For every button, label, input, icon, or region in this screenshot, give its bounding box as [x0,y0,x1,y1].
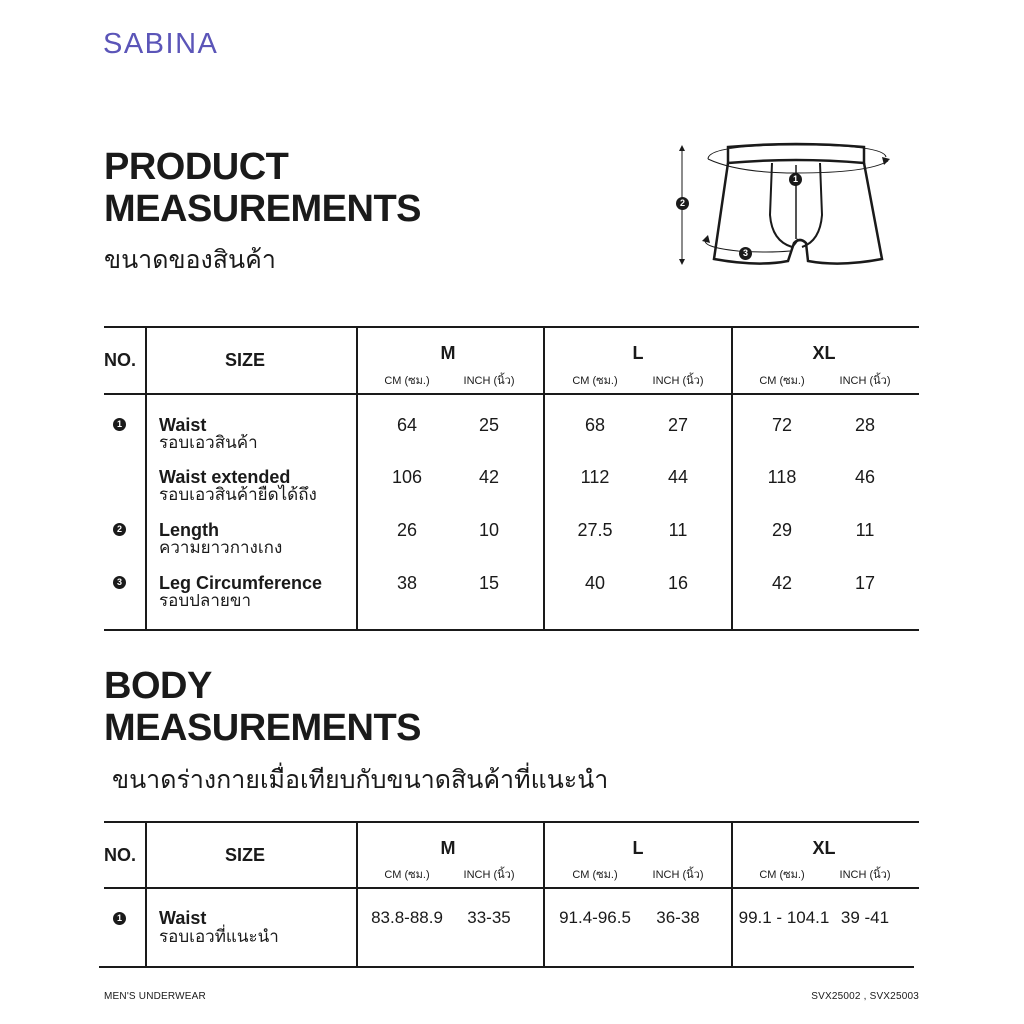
row-number-badge: 1 [113,912,126,925]
diagram-marker-2: 2 [676,197,689,210]
row-label-en: Waist extended [159,467,291,487]
cell-l-cm: 27.5 [577,520,613,540]
cell-m-cm: 64 [396,415,418,435]
body-subtitle: ขนาดร่างกายเมื่อเทียบกับขนาดสินค้าที่แนะนำ [112,766,609,794]
cell-m-inch: 33-35 [467,908,511,927]
row-label-en: Waist [159,908,207,928]
unit-cm: CM (ซม.) [759,869,805,881]
header-size-l: L [632,838,644,858]
cell-l-inch: 36-38 [656,908,700,927]
unit-inch: INCH (นิ้ว) [463,869,515,881]
unit-cm: CM (ซม.) [384,869,430,881]
cell-l-inch: 16 [667,573,689,593]
cell-m-cm: 26 [396,520,418,540]
header-size-m: M [440,838,456,858]
unit-inch: INCH (นิ้ว) [652,869,704,881]
cell-m-inch: 15 [478,573,500,593]
diagram-marker-1: 1 [789,173,802,186]
cell-l-cm: 68 [584,415,606,435]
row-label-en: Leg Circumference [159,573,323,593]
cell-xl-cm: 72 [771,415,793,435]
cell-m-inch: 10 [478,520,500,540]
cell-m-inch: 42 [478,467,500,487]
row-number-badge: 1 [113,418,126,431]
cell-xl-cm: 118 [767,467,797,487]
cell-l-inch: 27 [667,415,689,435]
cell-m-cm: 38 [396,573,418,593]
shorts-diagram [668,135,898,275]
footer-sku: SVX25002 , SVX25003 [811,991,919,1002]
cell-m-cm: 106 [391,467,423,487]
header-size-l: L [632,343,644,363]
header-no: NO. [104,845,137,865]
row-label-th: รอบเอวสินค้า [159,433,258,452]
row-number-badge: 2 [113,523,126,536]
row-number-badge: 3 [113,576,126,589]
body-title-line2: MEASUREMENTS [104,707,422,749]
unit-cm: CM (ซม.) [572,869,618,881]
row-label-th: ความยาวกางเกง [159,538,283,557]
cell-l-cm: 91.4-96.5 [559,908,631,927]
unit-cm: CM (ซม.) [572,375,618,387]
diagram-marker-3: 3 [739,247,752,260]
header-size: SIZE [225,845,266,865]
row-label-en: Waist [159,415,207,435]
row-label-en: Length [159,520,219,540]
unit-inch: INCH (นิ้ว) [652,375,704,387]
unit-cm: CM (ซม.) [384,375,430,387]
product-subtitle: ขนาดของสินค้า [104,246,276,274]
cell-xl-cm: 42 [771,573,793,593]
row-label-th: รอบเอวสินค้ายืดได้ถึง [159,485,317,504]
cell-xl-cm: 29 [771,520,793,540]
cell-l-inch: 44 [667,467,689,487]
cell-m-inch: 25 [478,415,500,435]
cell-xl-inch: 11 [855,520,875,540]
header-size-xl: XL [812,838,836,858]
cell-l-cm: 112 [580,467,610,487]
header-size-m: M [440,343,456,363]
product-title-line2: MEASUREMENTS [104,188,422,230]
cell-l-inch: 11 [668,520,688,540]
unit-inch: INCH (นิ้ว) [839,375,891,387]
body-title-line1: BODY [104,665,212,707]
brand-logo: SABINA [103,28,219,60]
header-size: SIZE [225,350,266,370]
footer-category: MEN'S UNDERWEAR [104,991,206,1002]
cell-l-cm: 40 [584,573,606,593]
cell-xl-inch: 28 [854,415,876,435]
cell-xl-cm: 99.1 - 104.1 [738,908,830,927]
row-label-th: รอบเอวที่แนะนำ [159,927,279,946]
cell-xl-inch: 39 -41 [840,908,890,927]
unit-cm: CM (ซม.) [759,375,805,387]
header-size-xl: XL [812,343,836,363]
header-no: NO. [104,350,137,370]
product-title-line1: PRODUCT [104,146,289,188]
row-label-th: รอบปลายขา [159,591,252,610]
cell-m-cm: 83.8-88.9 [371,908,443,927]
unit-inch: INCH (นิ้ว) [463,375,515,387]
unit-inch: INCH (นิ้ว) [839,869,891,881]
cell-xl-inch: 46 [854,467,876,487]
cell-xl-inch: 17 [854,573,876,593]
